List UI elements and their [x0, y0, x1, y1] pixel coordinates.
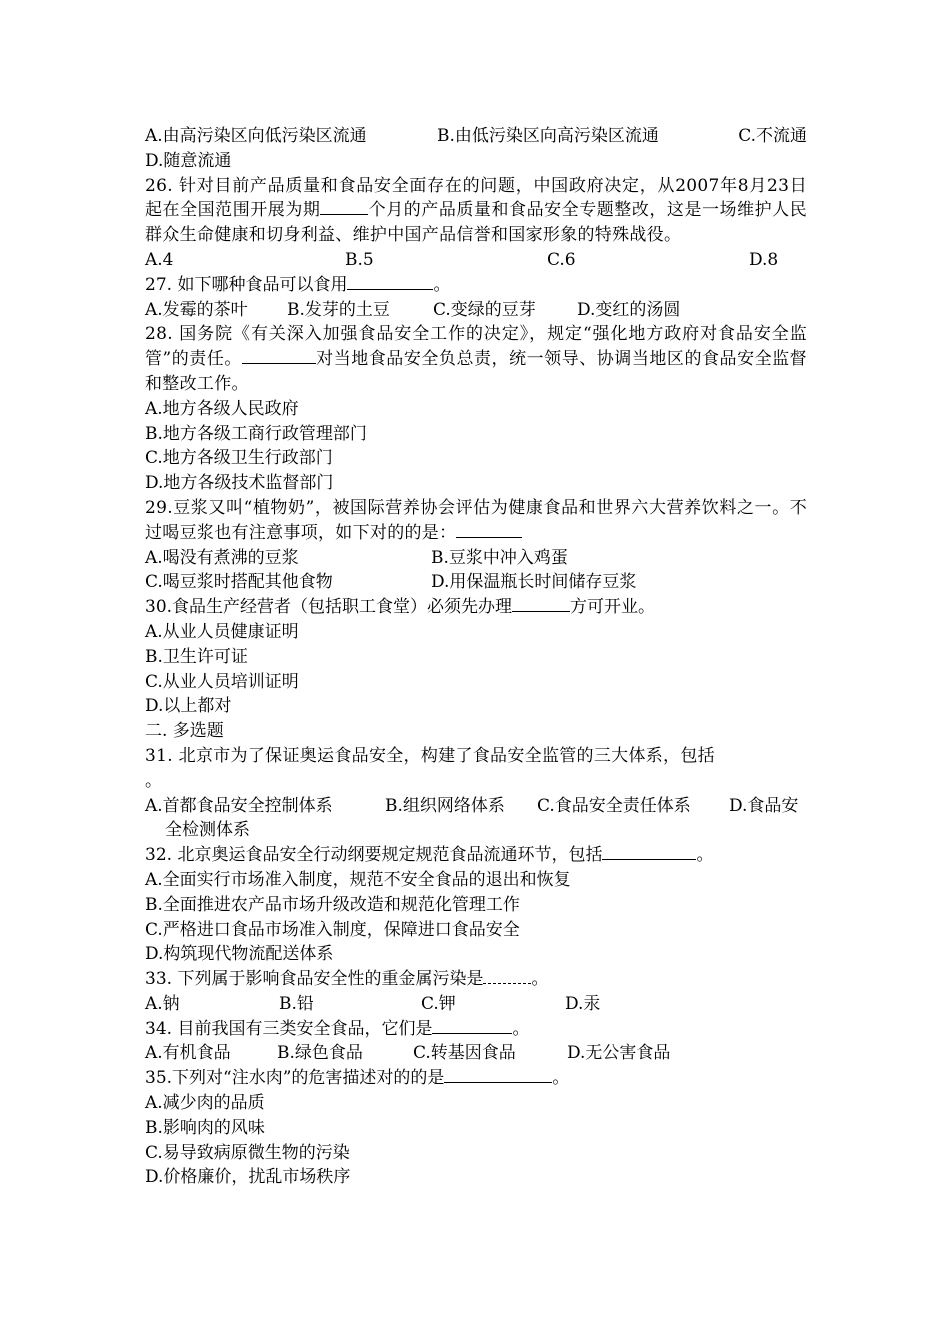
- q30-option-b: B.卫生许可证: [145, 646, 248, 667]
- q27-option-d: D.变红的汤圆: [577, 299, 681, 320]
- q34-option-d: D.无公害食品: [567, 1043, 671, 1064]
- q30-option-a: A.从业人员健康证明: [145, 621, 299, 642]
- q26-option-d: D.8: [749, 249, 779, 270]
- q32-option-d: D.构筑现代物流配送体系: [145, 944, 334, 965]
- q25-option-b: B.由低污染区向高污染区流通: [437, 126, 659, 146]
- q33-option-a: A.钠: [145, 993, 180, 1014]
- q29-option-c: C.喝豆浆时搭配其他食物: [145, 572, 333, 593]
- q26-question: 26. 针对目前产品质量和食品安全面存在的问题，中国政府决定，从2007年8月23日起在全国范围开展为期 个月的产品质量和食品安全专题整改，这是一场维护人民群众生命健康和切身利益、维护中国产品信誉和国家形象的特殊战役。: [145, 175, 808, 246]
- q34-option-a: A.有机食品: [145, 1043, 231, 1064]
- q28-option-c: C.地方各级卫生行政部门: [145, 448, 333, 469]
- q26-option-c: C.6: [547, 249, 576, 270]
- q30-question: 30.食品生产经营者（包括职工食堂）必须先办理 方可开业。: [145, 597, 656, 618]
- q26-options-row: [145, 248, 807, 273]
- q25-option-c: C.不流通: [738, 126, 807, 146]
- q27-option-a: A.发霉的茶叶: [145, 299, 248, 320]
- q31-option-b: B.组织网络体系: [385, 795, 505, 816]
- q29-question: 29.豆浆又叫“植物奶”，被国际营养协会评估为健康食品和世界六大营养饮料之一。不过喝豆浆也有注意事项，如下对的的是：: [145, 497, 807, 543]
- q31-options-row: [145, 794, 807, 819]
- q35-answer-blank: [444, 1066, 552, 1083]
- q32-option-c: C.严格进口食品市场准入制度，保障进口食品安全: [145, 919, 520, 940]
- q31-option-c: C.食品安全责任体系: [537, 795, 691, 816]
- q32-option-a: A.全面实行市场准入制度，规范不安全食品的退出和恢复: [145, 869, 571, 890]
- q27-option-c: C.变绿的豆芽: [433, 299, 536, 320]
- q29-option-a: A.喝没有煮沸的豆浆: [145, 547, 299, 568]
- q35-question: 35.下列对“注水肉”的危害描述对的的是 。: [145, 1068, 570, 1089]
- q28-answer-blank: [242, 347, 316, 364]
- q28-option-a: A.地方各级人民政府: [145, 398, 299, 419]
- q25-option-a: A.由高污染区向低污染区流通: [145, 126, 367, 146]
- q26-option-b: B.5: [345, 249, 374, 270]
- q29-option-d: D.用保温瓶长时间储存豆浆: [431, 572, 637, 593]
- q33-option-d: D.汞: [565, 993, 601, 1014]
- q27-option-b: B.发芽的土豆: [287, 299, 390, 320]
- q28-option-b: B.地方各级工商行政管理部门: [145, 423, 367, 444]
- q32-question: 32. 北京奥运食品安全行动纲要规定规范食品流通环节，包括 。: [145, 845, 714, 866]
- q28-question: 28. 国务院《有关深入加强食品安全工作的决定》，规定“强化地方政府对食品安全监管”的责任。 对当地食品安全负总责，统一领导、协调当地区的食品安全监督和整改工作。: [145, 324, 807, 394]
- q31-question-end: 。: [145, 770, 162, 791]
- q29-option-b: B.豆浆中冲入鸡蛋: [431, 547, 568, 568]
- q32-answer-blank: [602, 843, 696, 860]
- q29-answer-blank: [456, 521, 522, 538]
- q29-options-row-2: [145, 570, 807, 595]
- q26-option-a: A.4: [145, 249, 174, 270]
- q27-answer-blank: [347, 273, 433, 290]
- q27-options-row: [145, 298, 807, 323]
- q25-option-d: D.随意流通: [145, 150, 232, 171]
- q34-option-b: B.绿色食品: [277, 1043, 363, 1064]
- q28-option-d: D.地方各级技术监督部门: [145, 473, 334, 494]
- q30-option-c: C.从业人员培训证明: [145, 671, 299, 692]
- q35-option-d: D.价格廉价，扰乱市场秩序: [145, 1167, 351, 1188]
- q33-options-row: [145, 992, 807, 1017]
- q33-option-b: B.铅: [279, 993, 314, 1014]
- q34-answer-blank: [432, 1017, 512, 1034]
- q33-question: 33. 下列属于影响食品安全性的重金属污染是 。: [145, 969, 549, 990]
- q30-answer-blank: [512, 595, 570, 612]
- q33-option-c: C.钾: [421, 993, 456, 1014]
- q25-options-row: [145, 124, 807, 149]
- q34-options-row: [145, 1041, 807, 1066]
- q31-option-a: A.首都食品安全控制体系: [145, 795, 333, 816]
- q32-option-b: B.全面推进农产品市场升级改造和规范化管理工作: [145, 894, 520, 915]
- q35-option-b: B.影响肉的风味: [145, 1117, 265, 1138]
- q27-question: 27. 如下哪种食品可以食用 。: [145, 274, 451, 295]
- q26-answer-blank: [320, 198, 368, 215]
- q35-option-c: C.易导致病原微生物的污染: [145, 1142, 350, 1163]
- q34-option-c: C.转基因食品: [413, 1043, 516, 1064]
- q33-answer-blank: [483, 967, 531, 984]
- q31-question: 31. 北京市为了保证奥运食品安全，构建了食品安全监管的三大体系，包括: [145, 745, 715, 766]
- q30-option-d: D.以上都对: [145, 696, 232, 717]
- document-body: [145, 124, 807, 1190]
- q31-option-d: D.食品安: [729, 795, 799, 816]
- q29-options-row-1: [145, 546, 807, 571]
- section-heading-multiple-choice: 二. 多选题: [145, 721, 224, 742]
- q31-option-d-continued: 全检测体系: [165, 820, 250, 841]
- q35-option-a: A.减少肉的品质: [145, 1093, 265, 1114]
- q34-question: 34. 目前我国有三类安全食品，它们是 。: [145, 1018, 530, 1039]
